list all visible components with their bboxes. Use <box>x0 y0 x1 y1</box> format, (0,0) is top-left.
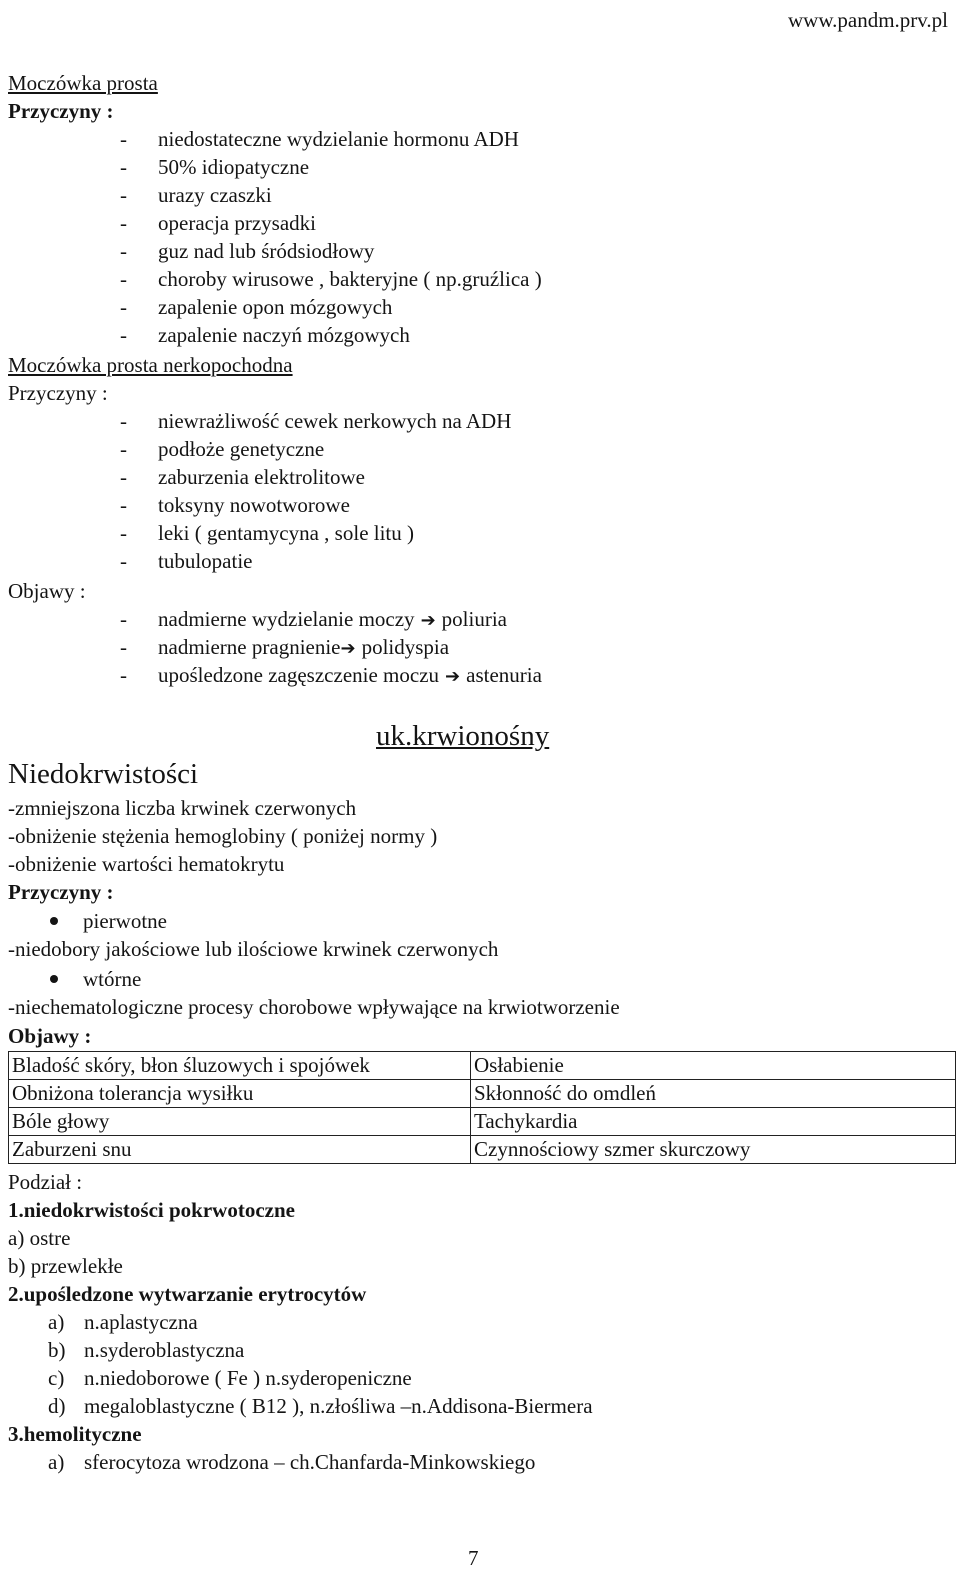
header-url: www.pandm.prv.pl <box>787 8 948 32</box>
dash: - <box>120 549 127 573</box>
symptom-item <box>158 605 507 635</box>
dash: - <box>120 607 127 631</box>
symptom-result: polidyspia <box>361 635 450 659</box>
secondary-label: wtórne <box>83 967 142 991</box>
table-cell: Zaburzeni snu <box>9 1136 471 1164</box>
section1-title: Moczówka prosta <box>8 71 158 95</box>
definition-line: -zmniejszona liczba krwinek czerwonych <box>8 796 357 820</box>
bullet-icon <box>50 917 58 925</box>
table-cell: Obniżona tolerancja wysiłku <box>9 1080 471 1108</box>
list-item: n.niedoborowe ( Fe ) n.syderopeniczne <box>84 1366 412 1390</box>
section3-symptoms-label: Objawy : <box>8 1024 92 1048</box>
dash: - <box>120 155 127 179</box>
group1-title: 1.niedokrwistości pokrwotoczne <box>8 1198 295 1222</box>
table-cell: Czynnościowy szmer skurczowy <box>471 1136 956 1164</box>
secondary-desc: -niechematologiczne procesy chorobowe wpływające na krwiotworzenie <box>8 995 620 1019</box>
page-number: 7 <box>468 1546 479 1570</box>
list-item: podłoże genetyczne <box>158 437 325 461</box>
list-item: zapalenie naczyń mózgowych <box>158 323 410 347</box>
definition-line: -obniżenie stężenia hemoglobiny ( poniżej normy ) <box>8 824 438 848</box>
dash: - <box>120 635 127 659</box>
symptom-text: upośledzone zagęszczenie moczu <box>158 663 440 687</box>
primary-desc: -niedobory jakościowe lub ilościowe krwinek czerwonych <box>8 937 499 961</box>
table-cell: Bladość skóry, błon śluzowych i spojówek <box>9 1052 471 1080</box>
dash: - <box>120 211 127 235</box>
dash: - <box>120 521 127 545</box>
list-item: tubulopatie <box>158 549 253 573</box>
section3-causes-label: Przyczyny : <box>8 880 114 904</box>
list-item: urazy czaszki <box>158 183 272 207</box>
list-item: choroby wirusowe , bakteryjne ( np.gruźlica ) <box>158 267 542 291</box>
dash: - <box>120 493 127 517</box>
list-item: zapalenie opon mózgowych <box>158 295 393 319</box>
arrow-right-icon: ➔ <box>420 610 436 631</box>
list-item: n.aplastyczna <box>84 1310 198 1334</box>
list-item: n.syderoblastyczna <box>84 1338 245 1362</box>
list-item: a) ostre <box>8 1226 71 1250</box>
symptom-item <box>158 661 542 691</box>
primary-label: pierwotne <box>83 909 167 933</box>
list-item: sferocytoza wrodzona – ch.Chanfarda-Minkowskiego <box>84 1450 536 1474</box>
dash: - <box>120 437 127 461</box>
group2-title: 2.upośledzone wytwarzanie erytrocytów <box>8 1282 367 1306</box>
table-cell: Osłabienie <box>471 1052 956 1080</box>
list-item: leki ( gentamycyna , sole litu ) <box>158 521 415 545</box>
list-item: guz nad lub śródsiodłowy <box>158 239 375 263</box>
list-letter: a) <box>48 1450 65 1474</box>
table-row <box>9 1080 956 1108</box>
list-letter: d) <box>48 1394 66 1418</box>
symptom-text: nadmierne wydzielanie moczy <box>158 607 415 631</box>
dash: - <box>120 409 127 433</box>
dash: - <box>120 295 127 319</box>
list-item: 50% idiopatyczne <box>158 155 310 179</box>
table-cell: Skłonność do omdleń <box>471 1080 956 1108</box>
list-item: niewrażliwość cewek nerkowych na ADH <box>158 409 512 433</box>
symptom-item <box>158 633 449 663</box>
symptom-result: astenuria <box>466 663 542 687</box>
section2-symptoms-label: Objawy : <box>8 579 86 603</box>
list-letter: b) <box>48 1338 66 1362</box>
arrow-right-icon: ➔ <box>340 638 356 659</box>
list-item: toksyny nowotworowe <box>158 493 350 517</box>
dash: - <box>120 239 127 263</box>
section2-causes-label: Przyczyny : <box>8 381 108 405</box>
dash: - <box>120 465 127 489</box>
table-cell: Tachykardia <box>471 1108 956 1136</box>
list-item: megaloblastyczne ( B12 ), n.złośliwa –n.Addisona-Biermera <box>84 1394 593 1418</box>
list-item: niedostateczne wydzielanie hormonu ADH <box>158 127 519 151</box>
symptoms-table <box>8 1051 956 1164</box>
section3-title: Niedokrwistości <box>8 758 199 790</box>
list-item: b) przewlekłe <box>8 1254 123 1278</box>
bullet-icon <box>50 975 58 983</box>
dash: - <box>120 663 127 687</box>
dash: - <box>120 323 127 347</box>
list-item: zaburzenia elektrolitowe <box>158 465 365 489</box>
chapter-heading: uk.krwionośny <box>376 720 550 752</box>
list-letter: a) <box>48 1310 65 1334</box>
definition-line: -obniżenie wartości hematokrytu <box>8 852 285 876</box>
section1-causes-label: Przyczyny : <box>8 99 114 123</box>
table-row <box>9 1108 956 1136</box>
dash: - <box>120 127 127 151</box>
section2-title: Moczówka prosta nerkopochodna <box>8 353 293 377</box>
list-letter: c) <box>48 1366 65 1390</box>
group3-title: 3.hemolityczne <box>8 1422 142 1446</box>
dash: - <box>120 183 127 207</box>
table-row <box>9 1052 956 1080</box>
symptom-text: nadmierne pragnienie <box>158 635 341 659</box>
list-item: operacja przysadki <box>158 211 317 235</box>
dash: - <box>120 267 127 291</box>
table-cell: Bóle głowy <box>9 1108 471 1136</box>
symptom-result: poliuria <box>441 607 507 631</box>
arrow-right-icon: ➔ <box>445 666 461 687</box>
division-label: Podział : <box>8 1170 83 1194</box>
table-row <box>9 1136 956 1164</box>
